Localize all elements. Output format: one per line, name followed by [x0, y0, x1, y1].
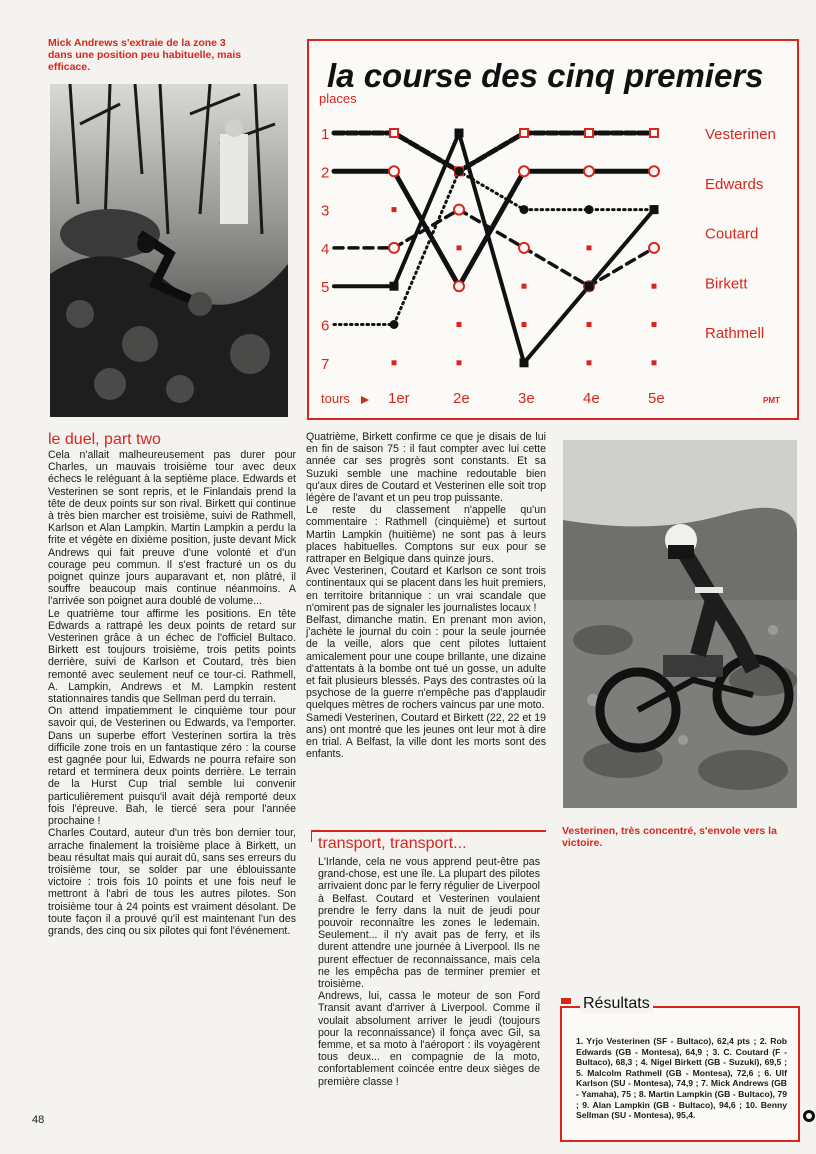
x-tick-label: 1er	[388, 390, 410, 407]
data-point-coutard	[455, 167, 464, 176]
paragraph: Charles Coutard, auteur d'un très bon dernier tour, arrache finalement la troisième place à Birkett, un beau résultat mais qui aurait dû, sans ses erreurs du troisième tour, se solder par une éblouissante victoire : trois fois 10 points et une fois neuf le mettront à l'abri de tous les autres pilotes. Son troisième tour à 24 points est vraiment désolant. De toute façon il a prouvé qu'il est maintenant l'un des grands, des cinq ou six pilotes qui font l'événement.	[48, 827, 296, 937]
data-point-edwards	[519, 166, 529, 176]
results-list: 1. Yrjo Vesterinen (SF - Bultaco), 62,4 pts ; 2. Rob Edwards (GB - Montesa), 64,9 ; 3. C. Coutard (F - Bultaco), 68,3 ; 4. Nigel Birkett (GB - Suzuki), 69,5 ; 5. Malcolm Rathmell (GB - Montesa), 72,6 ; 6. Ulf Karlson (SU - Montesa), 74,9 ; 7. Mick Andrews (GB - Yamaha), 75 ; 8. Martin Lampkin (GB - Bultaco), 79 ; 9. Alan Lampkin (GB - Bultaco), 94,6 ; 10. Benny Sellman (SU - Montesa), 95,4.	[576, 1036, 787, 1121]
photo-mick-andrews	[50, 84, 288, 417]
data-point-edwards	[389, 166, 399, 176]
grid-dot	[457, 322, 462, 327]
data-point-rathmell	[390, 282, 399, 291]
transport-heading: transport, transport...	[318, 835, 467, 852]
grid-dot	[522, 284, 527, 289]
article-continued	[306, 431, 546, 760]
results-title: Résultats	[580, 995, 653, 1013]
data-point-birkett	[389, 243, 399, 253]
grid-dot	[652, 284, 657, 289]
x-axis-arrow-icon	[361, 396, 369, 404]
y-tick-label: 7	[321, 355, 330, 373]
grid-dot	[522, 322, 527, 327]
y-tick-label: 2	[321, 164, 330, 182]
data-point-coutard	[390, 320, 399, 329]
article-duel-body	[48, 449, 296, 937]
results-box	[560, 995, 800, 1142]
grid-dot	[652, 322, 657, 327]
data-point-coutard	[520, 205, 529, 214]
chart-title: la course des cinq premiers	[327, 57, 764, 94]
paragraph: Belfast, dimanche matin. En prenant mon avion, j'achète le journal du coin : pour la seule journée de la veille, alors que cent pilotes luttaient amicalement pour une coupe brillante, une dizaine d'attentats à la bombe ont tué un gosse, un adulte et fait plusieurs blessés. Pays des contrastes où la psychose de la guerre n'empêche pas d'applaudir quelques mètres de rochers vaincus par une moto.	[306, 614, 546, 712]
registration-mark-icon	[803, 1110, 815, 1122]
y-tick-label: 1	[321, 126, 330, 143]
grid-dot	[392, 207, 397, 212]
grid-dot	[587, 360, 592, 365]
paragraph: L'Irlande, cela ne vous apprend peut-être pas grand-chose, est une île. La plupart des pilotes arrivaient donc par le ferry régulier de Liverpool à Belfast. Coutard et Vesterinen voulaient prendre le ferry dans la nuit de jeudi pour pouvoir reconnaître les zones le ledemain. Seulement... il n'y avait pas de ferry, et ils durent attendre une journée à Liverpool. Ils ne purent effectuer de reconnaissance, mais cela ne les empêcha pas de terminer premier et troisième.	[318, 856, 540, 991]
data-point-rathmell	[650, 205, 659, 214]
photo-vesterinen	[563, 440, 797, 808]
paragraph: Cela n'allait malheureusement pas durer pour Charles, un mauvais troisième tour avec deux échecs le reléguant à la septième place. Edwards et Vesterinen se sont repris, et le Finlandais prend la tête de deux points sur son rival. Birkett qui continue à très bien marcher est troisième, suivi de Rathmell, Karlson et Alan Lampkin. Martin Lampkin a perdu la frite et végète en dixième position, juste devant Mick Andrews qui fait preuve d'une volonté et d'un courage peu commun. Il s'est fracturé un os du poignet quinze jours auparavant et, non plâtré, il souffre beaucoup mais continue néanmoins. A l'arrivée son poignet aura doublé de volume...	[48, 449, 296, 608]
data-point-birkett	[454, 205, 464, 215]
data-point-birkett	[649, 243, 659, 253]
series-line-vesterinen	[334, 133, 654, 171]
article-duel-heading: le duel, part two	[48, 431, 161, 448]
photo-caption-right: Vesterinen, très concentré, s'envole vers la victoire.	[562, 825, 777, 849]
y-tick-label: 6	[321, 317, 330, 335]
paragraph: Samedi Vesterinen, Coutard et Birkett (22, 22 et 19 ans) ont montré que les jeunes ont leur mot à dire en trial. A Belfast, la ville dont les morts sont des enfants.	[306, 711, 546, 761]
legend-birkett: Birkett	[705, 275, 748, 293]
page-number: 48	[32, 1114, 45, 1126]
legend-rathmell: Rathmell	[705, 325, 765, 343]
transport-body	[318, 856, 540, 1088]
y-tick-label: 3	[321, 202, 330, 220]
data-point-rathmell	[455, 129, 464, 138]
data-point-edwards	[454, 281, 464, 291]
paragraph: Avec Vesterinen, Coutard et Karlson ce sont trois continentaux qui se placent dans les huit premiers, en territoire britannique : un vrai scandale que n'omirent pas de signaler les journalistes locaux !	[306, 565, 546, 614]
paragraph: On attend impatiemment le cinquième tour pour savoir qui, de Vesterinen ou Edwards, va l'emporter. Dans un superbe effort Vesterinen sortira la très difficile zone trois en un fantastique zéro : la course est gagnée pour lui, Edwards ne pourra refaire son retard et terminera deux points derrière. Le terrain de la Hurst Cup trial semble lui convenir particulièrement puisqu'il avait déjà remporté deux fois l'épreuve. Bah, le tiercé sera pour l'année prochaine !	[48, 705, 296, 828]
x-tick-label: 3e	[518, 390, 535, 407]
y-tick-label: 5	[321, 279, 330, 297]
chart-credit: PMT	[763, 396, 780, 405]
x-tick-label: 5e	[648, 390, 665, 407]
race-chart	[307, 39, 799, 420]
data-point-edwards	[649, 166, 659, 176]
article-duel	[48, 431, 296, 937]
y-axis-label: places	[319, 91, 357, 106]
paragraph: Le reste du classement n'appelle qu'un commentaire : Rathmell (cinquième) et surtout Martin Lampkin (huitième) ne sont pas à leurs places habituelles. Comptons sur eux pour se rattraper en Belgique dans quinze jours.	[306, 504, 546, 566]
y-tick-label: 4	[321, 240, 330, 258]
data-point-coutard	[585, 205, 594, 214]
data-point-edwards	[584, 166, 594, 176]
x-tick-label: 2e	[453, 390, 470, 407]
data-point-vesterinen	[650, 129, 658, 137]
legend-vesterinen: Vesterinen	[705, 126, 776, 143]
legend-edwards: Edwards	[705, 175, 764, 193]
photo-caption-left: Mick Andrews s'extraie de la zone 3 dans une position peu habituelle, mais efficace.	[48, 37, 242, 73]
data-point-vesterinen	[585, 129, 593, 137]
data-point-rathmell	[585, 282, 594, 291]
race-chart-svg	[309, 41, 797, 418]
grid-dot	[652, 360, 657, 365]
data-point-vesterinen	[520, 129, 528, 137]
results-title-bar-left	[561, 998, 571, 1004]
data-point-vesterinen	[390, 129, 398, 137]
data-point-birkett	[519, 243, 529, 253]
grid-dot	[457, 245, 462, 250]
article-transport	[318, 835, 540, 1088]
grid-dot	[457, 360, 462, 365]
legend-coutard: Coutard	[705, 225, 759, 243]
grid-dot	[392, 360, 397, 365]
paragraph: Quatrième, Birkett confirme ce que je disais de lui en fin de saison 75 : il faut compter avec lui cette année car ses progrès sont constants. Et sa Suzuki semble une machine redoutable bien qu'aux dires de Coutard et Vesterinen elle soit trop légère de l'avant et un peu trop puissante.	[306, 431, 546, 505]
grid-dot	[587, 245, 592, 250]
x-axis-label: tours	[321, 391, 350, 406]
grid-dot	[587, 322, 592, 327]
data-point-rathmell	[520, 358, 529, 367]
x-tick-label: 4e	[583, 390, 600, 407]
paragraph: Le quatrième tour affirme les positions. En tête Edwards a rattrapé les deux points de retard sur Vesterinen grâce à un échec de l'officiel Bultaco. Birkett est toujours troisième, trois petits points derrière, suivi de Karlson et Coutard, très bien remonté avec seulement neuf ce tour-ci. Rathmell, A. Lampkin, Andrews et M. Lampkin restent stationnaires tandis que Sellman perd du terrain.	[48, 607, 296, 706]
paragraph: Andrews, lui, cassa le moteur de son Ford Transit avant d'arriver à Liverpool. Comme il voulait absolument arriver le jeudi (toujours pour la reconnaissance) il fonça avec Gil, sa femme, et sa moto à l'aéroport : ils voyagèrent tous deux... en compagnie de la moto, confortablement coincée entre deux sièges de première classe !	[318, 990, 540, 1088]
